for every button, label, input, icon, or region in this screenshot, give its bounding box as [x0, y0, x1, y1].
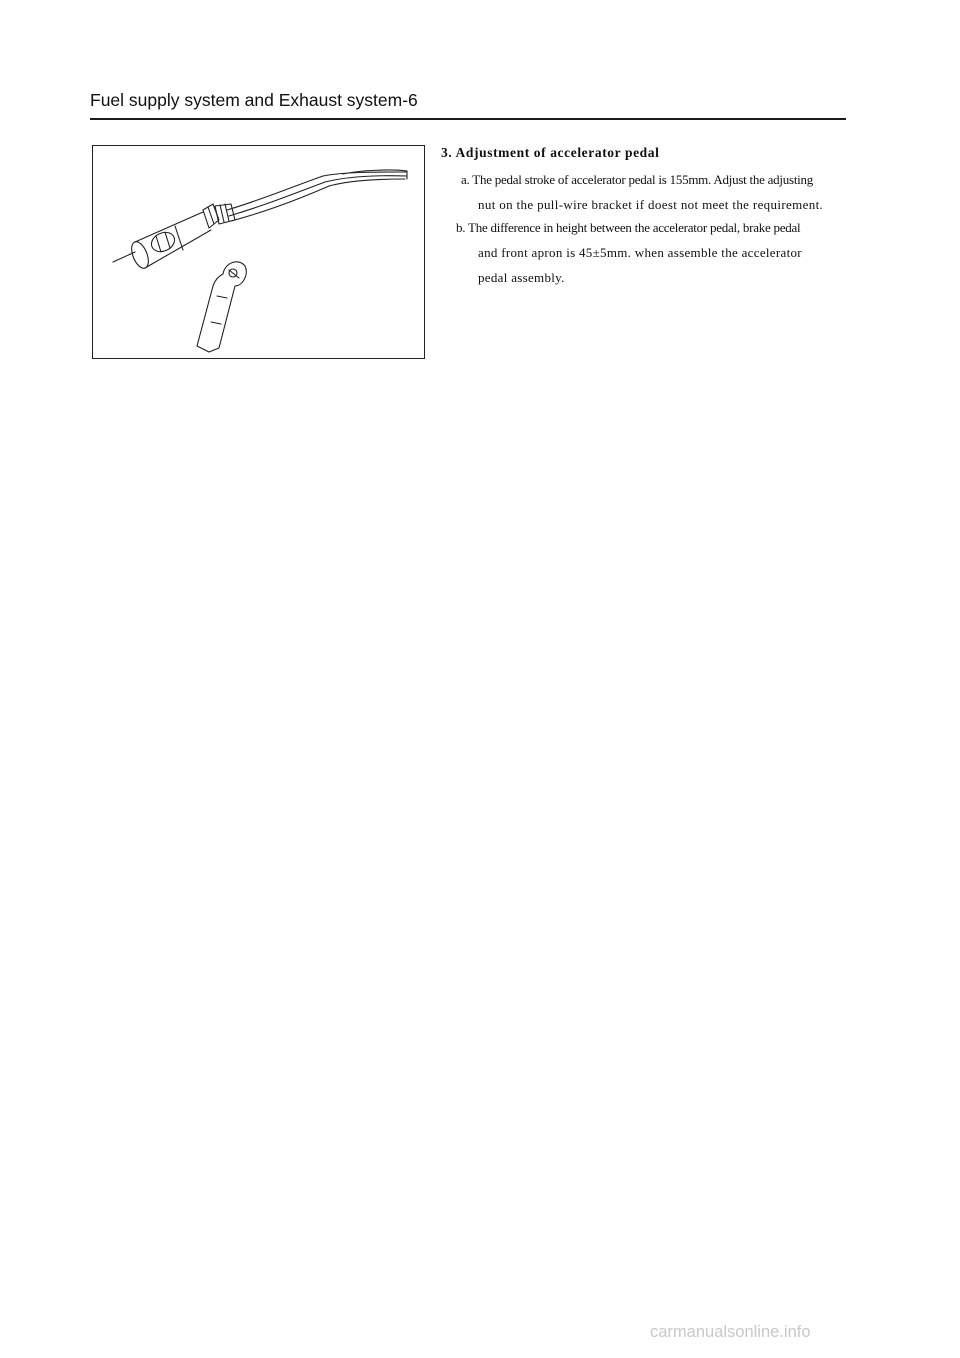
- inner-rod: [113, 252, 135, 262]
- housing-seam: [175, 226, 183, 250]
- accelerator-cable-figure: [92, 145, 425, 359]
- instruction-line: and front apron is 45±5mm. when assemble the accelerator: [478, 245, 802, 260]
- housing-cylinder: [135, 212, 211, 268]
- page-header: [90, 86, 846, 120]
- cable-strand: [229, 176, 407, 216]
- cable-adjuster-illustration: [93, 146, 426, 360]
- page-title: Fuel supply system and Exhaust system-6: [90, 90, 418, 110]
- ferrule-threads: [220, 204, 229, 222]
- wrench-handle-lines: [211, 296, 227, 324]
- instruction-line: a. The pedal stroke of accelerator pedal is 155mm. Adjust the adjusting: [461, 172, 814, 187]
- instruction-line: nut on the pull-wire bracket if doest not meet the requirement.: [478, 197, 824, 212]
- nut-edge: [208, 207, 214, 224]
- instruction-line: b. The difference in height between the accelerator pedal, brake pedal: [456, 220, 801, 235]
- section-heading: 3. Adjustment of accelerator pedal: [441, 145, 660, 160]
- watermark: carmanualsonline.info: [650, 1323, 811, 1341]
- instruction-line: pedal assembly.: [478, 270, 565, 285]
- wrench-icon: [197, 262, 246, 352]
